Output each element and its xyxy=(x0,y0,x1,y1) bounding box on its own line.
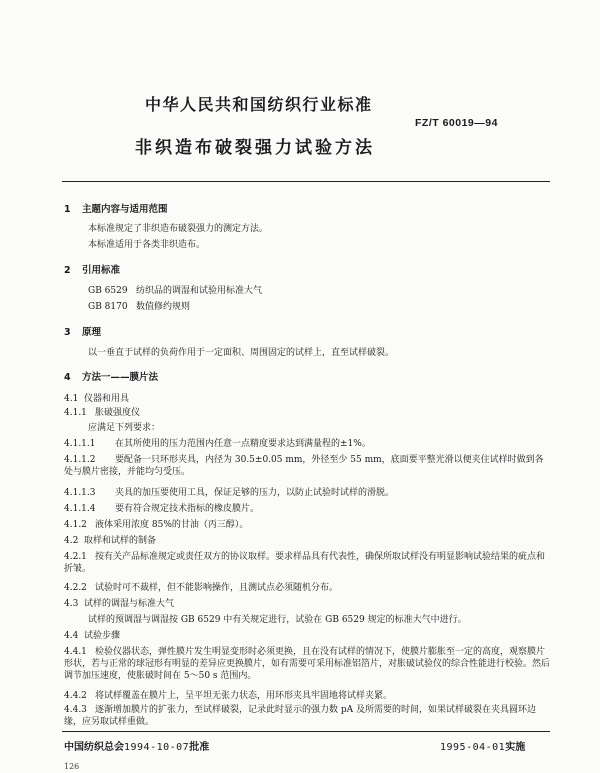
clause-4-1-2: 4.1.2 液体采用浓度 85%的甘油（丙三醇）。 xyxy=(64,520,249,530)
document-title: 非织造布破裂强力试验方法 xyxy=(135,138,375,158)
clause-4-4: 4.4 试验步骤 xyxy=(64,631,121,641)
clause-4-2-2: 4.2.2 试验时可不裁样，但不能影响操作，且测试点必须随机分布。 xyxy=(64,583,339,593)
clause-4-1: 4.1 仪器和用具 xyxy=(64,394,130,404)
reference-title: 数值修约规则 xyxy=(136,302,191,312)
clause-4-4-3: 4.4.3 逐渐增加膜片的扩张力，至试样破裂，记录此时显示的强力数 pA 及所需要的时间，如果试样破裂在夹具圆环边缘，应另取试样重做。 xyxy=(64,705,536,727)
header-divider xyxy=(62,181,550,182)
reference-code: GB 8170 xyxy=(88,302,128,312)
clause-4-2: 4.2 取样和试样的制备 xyxy=(64,536,157,546)
clause-4-1-1-3: 4.1.1.3 夹具的加压要使用工具，保证足够的压力，以防止试验时试样的滑脱。 xyxy=(64,488,395,498)
section-4-heading: 4 方法一——膜片法 xyxy=(64,372,159,383)
clause-4-4-2: 4.4.2 将试样覆盖在膜片上，呈平坦无张力状态，用环形夹具牢固地将试样夹紧。 xyxy=(64,691,393,701)
standard-code: FZ/T 60019—94 xyxy=(415,117,498,129)
implementation-line xyxy=(440,738,525,753)
section-1-paragraph: 本标准适用于各类非织造布。 xyxy=(88,240,206,250)
approval-date: 1994-10-07 xyxy=(124,742,190,753)
footer-divider xyxy=(62,731,550,732)
reference-title: 纺织品的调湿和试验用标准大气 xyxy=(136,286,263,296)
approval-line xyxy=(64,738,209,753)
clause-4-2-1: 4.2.1 按有关产品标准规定或责任双方的协议取样。要求样品具有代表性，确保所取试样没有明显影响试验结果的疵点和折皱。 xyxy=(64,552,546,574)
clause-4-1-1-intro: 应满足下列要求： xyxy=(88,423,161,433)
clause-4-3: 4.3 试样的调湿与标准大气 xyxy=(64,599,175,609)
issuer: 中国纺织总会 xyxy=(64,742,124,753)
implementation-label: 实施 xyxy=(505,742,526,753)
section-1-heading: 1 主题内容与适用范围 xyxy=(64,204,168,215)
standard-organization: 中华人民共和国纺织行业标准 xyxy=(145,95,373,114)
clause-4-1-1: 4.1.1 胀破强度仪 xyxy=(64,408,141,418)
implementation-date: 1995-04-01 xyxy=(440,742,506,753)
section-3-heading: 3 原理 xyxy=(64,327,102,338)
clause-4-3-body: 试样的预调湿与调湿按 GB 6529 中有关规定进行，试验在 GB 6529 规定的标准大气中进行。 xyxy=(88,615,467,625)
section-3-paragraph: 以一垂直于试样的负荷作用于一定面积、周围固定的试样上，直至试样破裂。 xyxy=(88,348,395,358)
reference-code: GB 6529 xyxy=(88,286,128,296)
clause-4-1-1-1: 4.1.1.1 在其所使用的压力范围内任意一点精度要求达到满量程的±1%。 xyxy=(64,439,371,449)
section-1-paragraph: 本标准规定了非织造布破裂强力的测定方法。 xyxy=(88,224,269,234)
reference-item xyxy=(88,301,190,313)
reference-item xyxy=(88,285,262,297)
page-number: 126 xyxy=(64,762,80,771)
clause-4-4-1: 4.4.1 检验仪器状态，弹性膜片发生明显变形时必须更换，且在没有试样的情况下，使膜片膨胀至一定的高度，观察膜片形状，若与正常的球冠形有明显的差异应更换膜片，如有需要可采用标准铝箔片，对胀破试验仪的综合性能进行校验。然后调节加压速度，使胀破时间在 5～50 s 范围内。 xyxy=(64,647,551,681)
clause-4-1-1-4: 4.1.1.4 要有符合规定技术指标的橡皮膜片。 xyxy=(64,504,260,514)
clause-4-1-1-2: 4.1.1.2 要配备一只环形夹具，内径为 30.5±0.05 mm，外径至少 55 mm，底面要平整光滑以便夹住试样时做到各处与膜片密接，并能均匀受压。 xyxy=(64,455,544,477)
section-2-heading: 2 引用标准 xyxy=(64,265,121,276)
approval-label: 批准 xyxy=(189,742,210,753)
